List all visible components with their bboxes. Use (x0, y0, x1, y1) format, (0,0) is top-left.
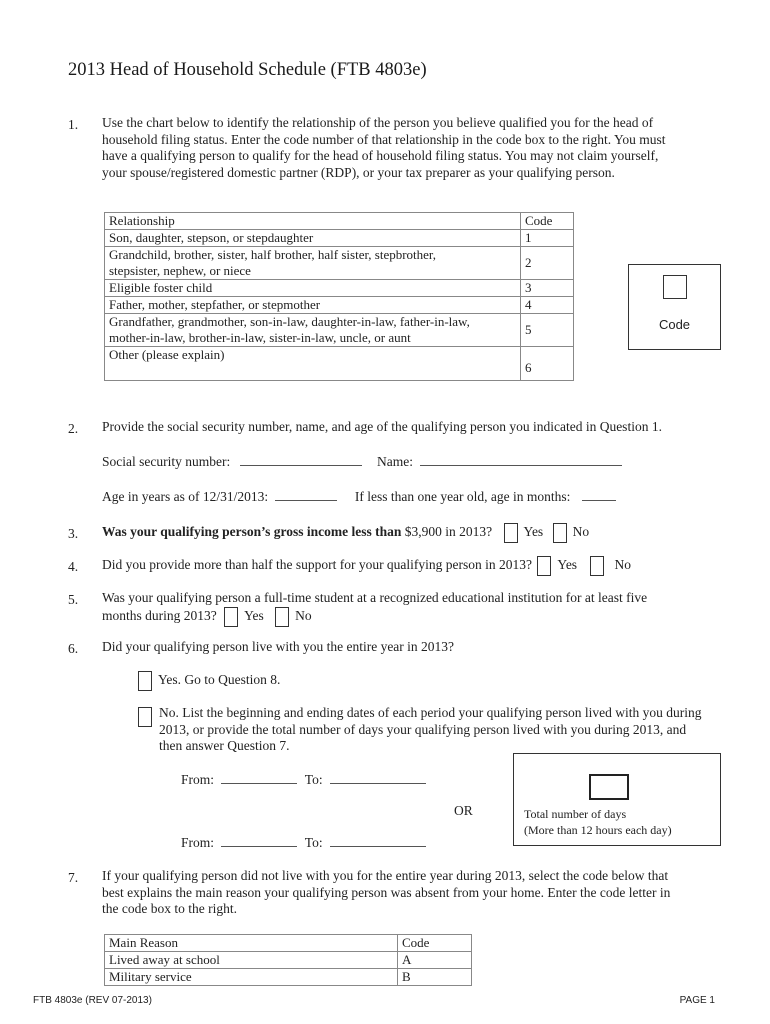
ssn-row (102, 453, 622, 470)
total-days-input[interactable] (589, 774, 629, 800)
q5-line1: Was your qualifying person a full-time student at a recognized educational institution for at least five (102, 590, 648, 605)
q4-no-checkbox[interactable] (590, 556, 604, 576)
q4-no-label: No (614, 557, 631, 572)
q6-text: Did your qualifying person live with you the entire year in 2013? (102, 639, 455, 654)
q4-row (102, 553, 631, 577)
q4-yes-label: Yes (557, 557, 578, 572)
or-label: OR (454, 803, 473, 818)
q5-row (102, 590, 647, 627)
q5-line2: months during 2013? (102, 607, 217, 623)
total-days-label: Total number of days (524, 807, 627, 821)
relationship-cell: Eligible foster child (105, 280, 521, 297)
from-to-row-1 (181, 771, 426, 788)
code-header: Code (521, 213, 574, 230)
q4-text: Did you provide more than half the support for your qualifying person in 2013? (102, 557, 533, 572)
footer-form-id: FTB 4803e (REV 07-2013) (33, 995, 152, 1006)
q3-row (102, 520, 589, 544)
table-row (105, 952, 472, 969)
q7-number: 7. (68, 870, 79, 885)
q1-line: household filing status. Enter the code number of that relationship in the code box to the right. You must (102, 131, 666, 147)
table-row (105, 247, 574, 280)
table-header-row (105, 213, 574, 230)
relationship-cell: Grandfather, grandmother, son-in-law, daughter-in-law, father-in-law, mother-in-law, brother-in-law, sister-in-law, uncle, or aunt (105, 314, 521, 347)
q3-no-label: No (572, 524, 590, 539)
q1-line: your spouse/registered domestic partner (RDP), or your tax preparer as your qualifying person. (102, 164, 615, 180)
code-cell: 4 (521, 297, 574, 314)
q7-line: best explains the main reason your qualifying person was absent from your home. Enter the code letter in (102, 884, 671, 900)
footer-page: PAGE 1 (679, 995, 715, 1006)
q3-amount: $3,900 in 2013? (404, 524, 493, 539)
total-days-text (524, 806, 672, 838)
age-row (102, 488, 616, 505)
code-cell: 2 (521, 247, 574, 280)
q7-text (102, 868, 670, 918)
q3-no-checkbox[interactable] (553, 523, 567, 543)
q6-no-line: No. List the beginning and ending dates of each period your qualifying person lived with you during (159, 705, 702, 720)
relationship-cell: Grandchild, brother, sister, half brother, half sister, stepbrother, stepsister, nephew, or niece (105, 247, 521, 280)
reason-table (104, 934, 472, 986)
q6-number: 6. (68, 641, 79, 656)
table-row (105, 280, 574, 297)
ssn-label: Social security number: (102, 454, 231, 469)
q6-yes-label: Yes. Go to Question 8. (158, 672, 281, 687)
table-row (105, 314, 574, 347)
q5-no-checkbox[interactable] (275, 607, 289, 627)
table-row (105, 969, 472, 986)
q6-no-line: 2013, or provide the total number of days your qualifying person lived with you during 2013, and (159, 721, 687, 737)
code-cell: 5 (521, 314, 574, 347)
q4-yes-checkbox[interactable] (537, 556, 551, 576)
q2-text: Provide the social security number, name, and age of the qualifying person you indicated in Question 1. (102, 419, 662, 434)
q5-yes-checkbox[interactable] (224, 607, 238, 627)
to-label: To: (304, 772, 323, 787)
q5-yes-label: Yes (244, 607, 264, 623)
relationship-cell: Son, daughter, stepson, or stepdaughter (105, 230, 521, 247)
page-title: 2013 Head of Household Schedule (FTB 4803e) (68, 60, 427, 80)
age-label: Age in years as of 12/31/2013: (102, 489, 269, 504)
q1-line: Use the chart below to identify the relationship of the person you believe qualified you for the head of (102, 115, 654, 130)
q1-text (102, 115, 666, 181)
to-field-1[interactable] (330, 771, 426, 784)
q1-code-input[interactable] (663, 275, 687, 299)
code-cell: 3 (521, 280, 574, 297)
code-cell: 6 (521, 347, 574, 381)
name-label: Name: (376, 454, 413, 469)
reason-header: Main Reason (105, 935, 398, 952)
to-field-2[interactable] (330, 834, 426, 847)
from-to-row-2 (181, 834, 426, 851)
q6-no-line: then answer Question 7. (159, 738, 290, 753)
ssn-field[interactable] (240, 453, 362, 466)
code-cell: A (398, 952, 472, 969)
code-box-label: Code (658, 317, 691, 332)
code-box-q1 (628, 264, 721, 350)
reason-cell: Lived away at school (105, 952, 398, 969)
q5-line2-row (102, 607, 647, 627)
from-field-2[interactable] (221, 834, 297, 847)
code-header: Code (398, 935, 472, 952)
table-row (105, 297, 574, 314)
name-field[interactable] (420, 453, 622, 466)
q3-yes-checkbox[interactable] (504, 523, 518, 543)
reason-cell: Military service (105, 969, 398, 986)
table-row (105, 230, 574, 247)
from-label: From: (181, 835, 215, 850)
total-days-sub: (More than 12 hours each day) (524, 823, 672, 837)
relationship-header: Relationship (105, 213, 521, 230)
q6-no-text (159, 705, 759, 755)
table-header-row (105, 935, 472, 952)
q1-line: have a qualifying person to qualify for the head of household filing status. You may not claim yourself, (102, 148, 659, 163)
table-row (105, 347, 574, 381)
q6-yes-checkbox[interactable] (138, 671, 152, 691)
q7-line: If your qualifying person did not live with you for the entire year during 2013, select the code below that (102, 868, 669, 883)
q7-line: the code box to the right. (102, 901, 237, 916)
q1-number: 1. (68, 117, 79, 132)
q3-text: Was your qualifying person’s gross income less than (102, 524, 405, 539)
relationship-table (104, 212, 574, 381)
total-days-box (513, 753, 721, 846)
relationship-cell: Other (please explain) (105, 347, 521, 381)
q3-yes-label: Yes (523, 524, 544, 539)
from-field-1[interactable] (221, 771, 297, 784)
relationship-cell: Father, mother, stepfather, or stepmother (105, 297, 521, 314)
months-label: If less than one year old, age in months: (354, 489, 571, 504)
q6-no-checkbox[interactable] (138, 707, 152, 727)
q5-no-label: No (295, 607, 312, 623)
code-cell: B (398, 969, 472, 986)
q3-number: 3. (68, 526, 79, 541)
months-field[interactable] (582, 488, 616, 501)
to-label: To: (304, 835, 323, 850)
q4-number: 4. (68, 559, 79, 574)
age-field[interactable] (275, 488, 337, 501)
q5-number: 5. (68, 592, 79, 607)
q6-yes-row (138, 668, 280, 692)
q2-number: 2. (68, 421, 79, 436)
code-cell: 1 (521, 230, 574, 247)
from-label: From: (181, 772, 215, 787)
